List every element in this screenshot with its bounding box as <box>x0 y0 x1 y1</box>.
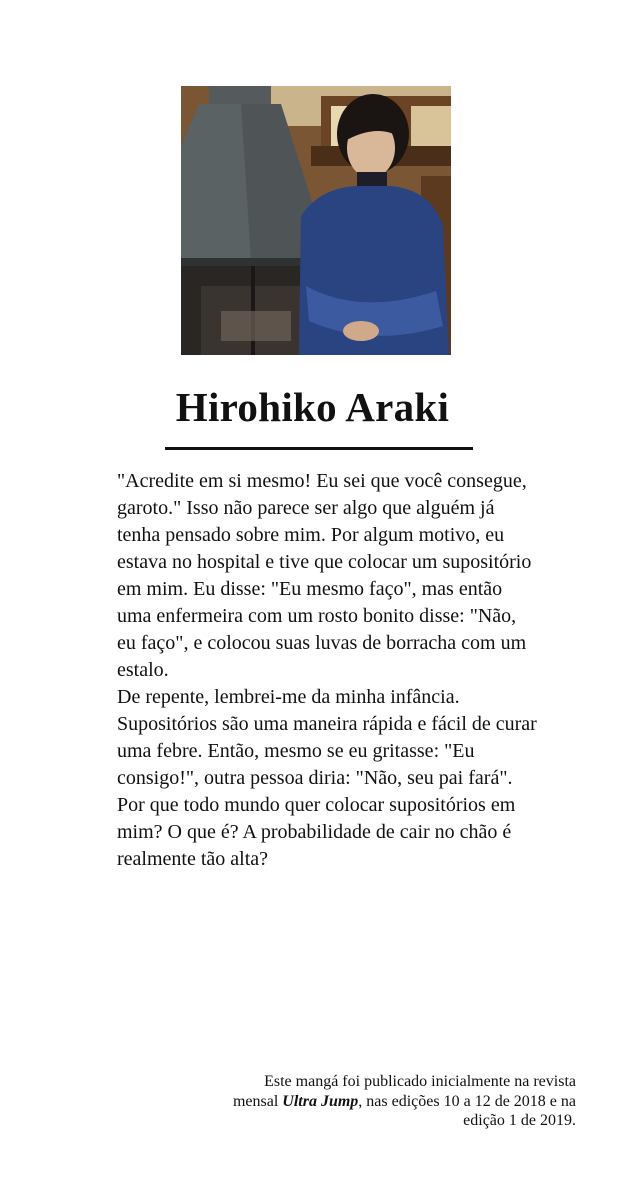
author-comment <box>117 468 537 873</box>
author-photo <box>181 86 451 355</box>
publication-credit <box>216 1072 576 1131</box>
credit-suffix: , nas edições 10 a 12 de 2018 e na edição 1 de 2019. <box>358 1092 576 1129</box>
credit-prefix: Este mangá foi publicado inicialmente na revista mensal <box>232 1073 576 1110</box>
magazine-name: Ultra Jump <box>282 1092 359 1110</box>
title-divider <box>165 447 473 450</box>
comment-paragraph: "Acredite em si mesmo! Eu sei que você consegue, garoto." Isso não parece ser algo que alguém já tenha pensado sobre mim. Por algum motivo, eu estava no hospital e tive que colocar um supositório em mim. Eu disse: "Eu mesmo faço", mas então uma enfermeira com um rosto bonito disse: "Não, eu faço", e colocou suas luvas de borracha com um estalo. <box>117 470 532 681</box>
author-name: Hirohiko Araki <box>175 384 450 430</box>
comment-paragraph: De repente, lembrei-me da minha infância. Supositórios são uma maneira rápida e fácil de curar uma febre. Então, mesmo se eu gritasse: "Eu consigo!", outra pessoa diria: "Não, seu pai fará". Por que todo mundo quer colocar supositórios em mim? O que é? A probabilidade de cair no chão é realmente tão alta? <box>117 686 537 870</box>
